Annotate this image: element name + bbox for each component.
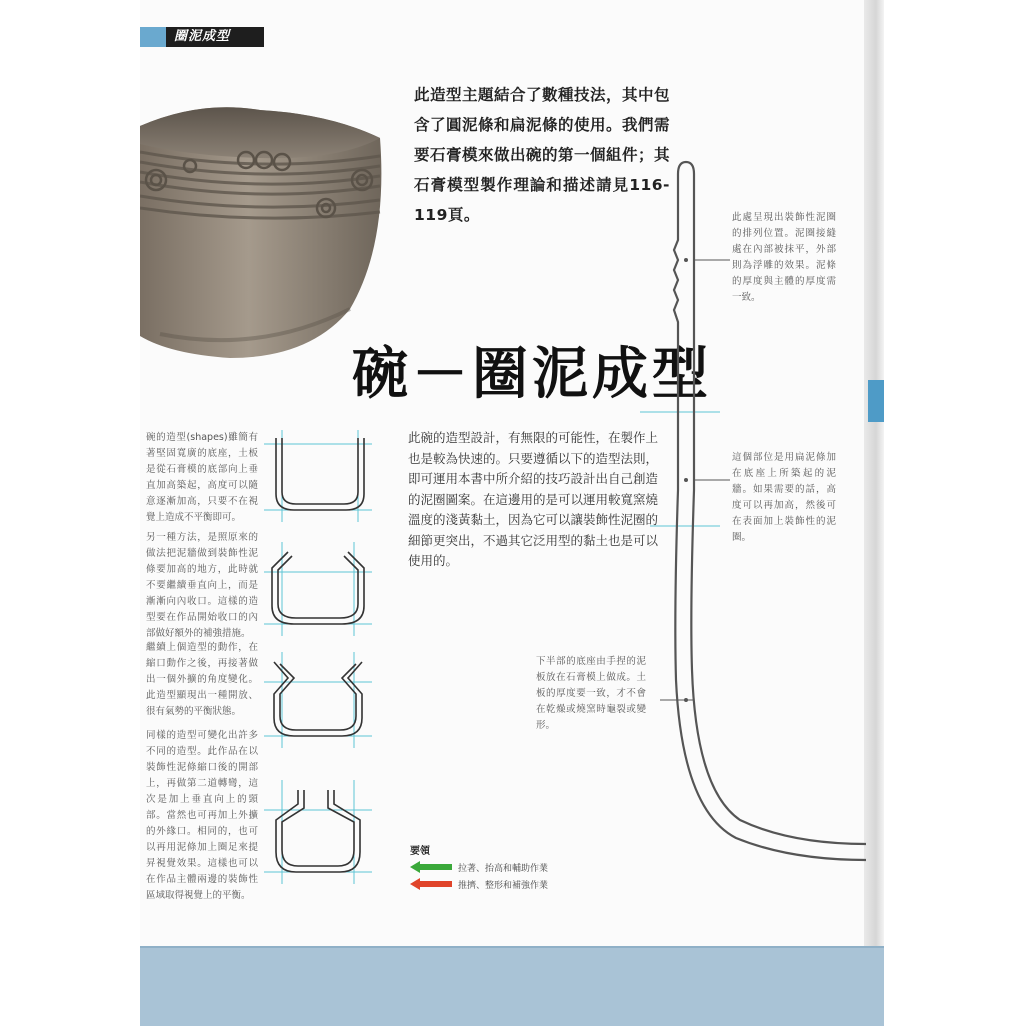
next-page-blue-tab xyxy=(868,380,884,422)
red-arrow-icon xyxy=(408,877,454,891)
bowl-photo xyxy=(140,104,385,362)
note-shape-4: 同樣的造型可變化出許多不同的造型。此作品在以裝飾性泥條縮口後的開部上，再做第二道轉彎，這次是加上垂直向上的頸部。當然也可再加上外擴的外緣口。相同的，也可以再用泥條加上圈足來提昇視覺效果。這樣也可以在作品主體兩邊的裝飾性區域取得視覺上的平衡。 xyxy=(146,730,258,901)
shape-diagram-4 xyxy=(264,780,372,884)
shape-diagram-3 xyxy=(264,652,372,748)
shape-diagram-2 xyxy=(264,542,372,636)
note-base-slab: 下半部的底座由手捏的泥板放在石膏模上做成。土板的厚度要一致，才不會在乾燥或燒窯時龜裂或變形。 xyxy=(536,656,646,731)
note-decorative-coils: 此處呈現出裝飾性泥圈的排列位置。泥圈接縫處在內部被抹平，外部則為浮雕的效果。泥條的厚度與主體的厚度需一致。 xyxy=(732,212,836,303)
shape-diagram-1 xyxy=(264,430,372,522)
legend-title: 要領 xyxy=(410,846,430,857)
page-title: 碗－圈泥成型 xyxy=(352,342,712,407)
page-footer-band xyxy=(140,946,884,1026)
note-shape-1: 碗的造型(shapes)雖簡有著堅固寬廣的底座，土板是從石膏模的底部向上垂直加高築起，高度可以隨意逐漸加高，只要不在視覺上造成不平衡即可。 xyxy=(146,432,258,523)
section-label: 圈泥成型 xyxy=(140,27,264,47)
intro-paragraph: 此造型主題結合了數種技法，其中包含了圓泥條和扁泥條的使用。我們需要石膏模來做出碗的第一個組件；其石膏模型製作理論和描述請見116-119頁。 xyxy=(414,86,671,224)
green-arrow-icon xyxy=(408,860,454,874)
note-slab-wall: 這個部位是用扁泥條加在底座上所築起的泥牆。如果需要的話，高度可以再加高，然後可在表面加上裝飾性的泥圈。 xyxy=(732,452,836,543)
body-paragraph: 此碗的造型設計，有無限的可能性，在製作上也是較為快速的。只要遵循以下的造型法則，即可運用本書中所介紹的技巧設計出自己創造的泥圈圖案。在這邊用的是可以運用較寬窯燒溫度的淺黃黏土，因為它可以讓裝飾性泥圈的細節更突出，不過其它泛用型的黏土也是可以使用的。 xyxy=(408,430,659,568)
legend-label: 推擠、整形和補強作業 xyxy=(458,881,549,891)
note-shape-3: 繼續上個造型的動作，在縮口動作之後，再接著做出一個外擴的角度變化。此造型顯現出一種開放、很有氣勢的平衡狀態。 xyxy=(146,642,258,717)
note-shape-2: 另一種方法，是照原來的做法把泥牆做到裝飾性泥條要加高的地方，此時就不要繼續垂直向上，而是漸漸向內收口。這樣的造型要在作品開始收口的內部做好額外的補強措施。 xyxy=(146,532,258,639)
legend-label: 拉著、抬高和輔助作業 xyxy=(458,864,549,874)
section-accent-block xyxy=(140,27,166,47)
